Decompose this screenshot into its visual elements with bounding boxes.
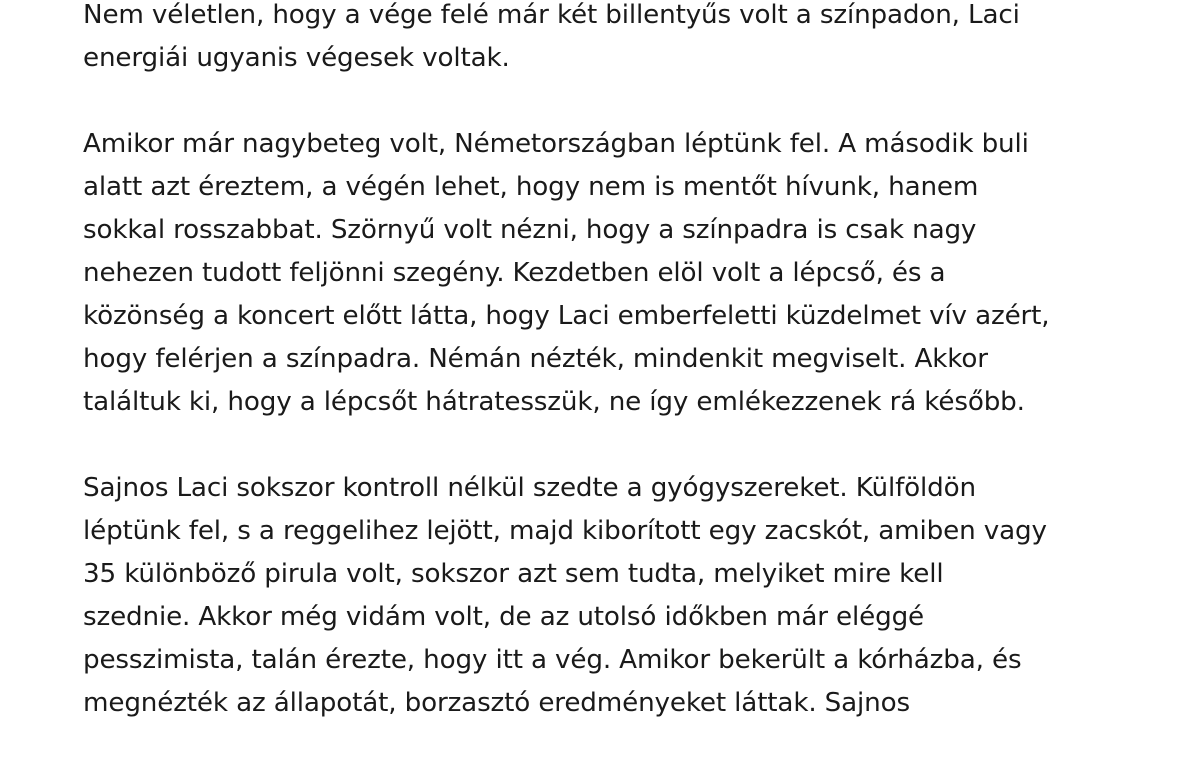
- text-line: Sajnos Laci sokszor kontroll nélkül szedte a gyógyszereket. Külföldön: [83, 473, 976, 503]
- paragraph-3: [83, 467, 1123, 725]
- text-line: alatt azt éreztem, a végén lehet, hogy nem is mentőt hívunk, hanem: [83, 172, 979, 202]
- text-line: energiái ugyanis végesek voltak.: [83, 43, 510, 73]
- text-line: nehezen tudott feljönni szegény. Kezdetben elöl volt a lépcső, és a: [83, 258, 946, 288]
- paragraph-1: [83, 0, 1123, 80]
- text-line: pesszimista, talán érezte, hogy itt a vég. Amikor bekerült a kórházba, és: [83, 645, 1022, 675]
- text-line: hogy felérjen a színpadra. Némán nézték, mindenkit megviselt. Akkor: [83, 344, 988, 374]
- text-line: léptünk fel, s a reggelihez lejött, majd kiborított egy zacskót, amiben vagy: [83, 516, 1047, 546]
- text-line: Amikor már nagybeteg volt, Németországban léptünk fel. A második buli: [83, 129, 1029, 159]
- text-line: 35 különböző pirula volt, sokszor azt sem tudta, melyiket mire kell: [83, 559, 944, 589]
- text-line: sokkal rosszabbat. Szörnyű volt nézni, hogy a színpadra is csak nagy: [83, 215, 977, 245]
- text-line: Nem véletlen, hogy a vége felé már két billentyűs volt a színpadon, Laci: [83, 0, 1020, 30]
- text-line: megnézték az állapotát, borzasztó eredményeket láttak. Sajnos: [83, 688, 910, 718]
- text-line: találtuk ki, hogy a lépcsőt hátratesszük, ne így emlékezzenek rá később.: [83, 387, 1025, 417]
- article-body: [83, 0, 1123, 768]
- paragraph-2: [83, 123, 1123, 424]
- text-line: szednie. Akkor még vidám volt, de az utolsó időkben már eléggé: [83, 602, 925, 632]
- text-line: közönség a koncert előtt látta, hogy Laci emberfeletti küzdelmet vív azért,: [83, 301, 1050, 331]
